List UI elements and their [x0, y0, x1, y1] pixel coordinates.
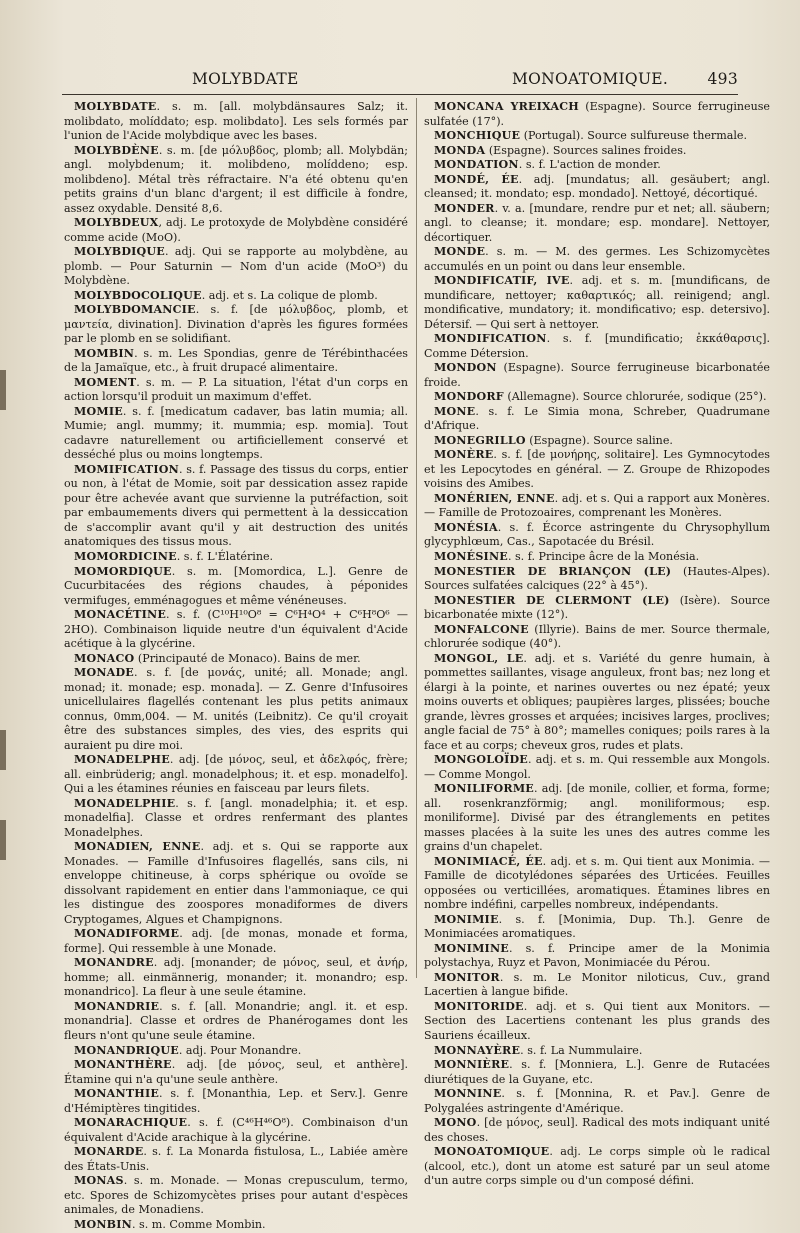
entry-headword: MONIMIE	[434, 912, 499, 926]
entry-headword: MONÉRIEN, ENNE	[434, 491, 555, 505]
entry-headword: MONILIFORME	[434, 782, 534, 796]
dictionary-entry	[64, 1116, 408, 1145]
entry-definition: . s. m. [de μόλυβδος, plomb; all. Molybdän; angl. molybdenum; it. molibdeno, molíddeno; esp. molibdeno]. Métal très réfractaire. N'a été obtenu qu'en petits grains d'un blanc d'argent; il est difficile à fondre, assez oxydable. Densité 8,6.	[64, 143, 408, 215]
dictionary-entry	[424, 158, 770, 173]
entry-definition: . [de μόνος, seul]. Radical des mots indiquant unité des choses.	[424, 1116, 770, 1144]
entry-definition: . s. m. Monade. — Monas crepusculum, termo, etc. Spores de Schizomycètes prises pour autant d'espèces animales, de Monadiens.	[64, 1174, 408, 1217]
dictionary-entry	[424, 971, 770, 1000]
entry-definition: . adj. et s. Variété du genre humain, à pommettes saillantes, visage anguleux, front bas; nez long et élargi à la pointe, et narines ouvertes ou nez épaté; yeux moins ouverts et obliques; paupières larges, plissées; bouche grande, lèvres grosses et arquées; incisives larges, proclives; angle facial de 75° à 80°; mamelles coniques; poils rares à la face et au corps; cheveux gros, rudes et plats.	[424, 651, 770, 752]
entry-headword: MOMIFICATION	[74, 462, 179, 476]
entry-headword: MONDATION	[434, 158, 519, 172]
entry-definition: . s. f. [medicatum cadaver, bas latin mumia; all. Mumie; angl. mummy; it. mummia; esp. momia]. Tout cadavre naturellement ou artificiellement conservé et desséché plus ou moins longtemps.	[64, 404, 408, 462]
entry-headword: MOLYBDOCOLIQUE	[74, 288, 202, 302]
entry-headword: MONGOLOÏDE	[434, 753, 528, 767]
entry-headword: MONNAYÈRE	[434, 1043, 521, 1057]
column-divider	[416, 98, 417, 978]
entry-headword: MONESTIER DE CLERMONT (LE)	[434, 593, 670, 607]
dictionary-entry	[64, 797, 408, 841]
dictionary-entry	[424, 274, 770, 332]
dictionary-entry	[424, 434, 770, 449]
entry-definition: (Isère). Source bicarbonatée mixte (12°).	[424, 593, 770, 622]
entry-headword: MONADIEN, ENNE	[74, 840, 201, 854]
dictionary-entry	[424, 1087, 770, 1116]
dictionary-entry	[64, 1174, 408, 1218]
entry-definition: . s. f. Le Simia mona, Schreber, Quadrumane d'Afrique.	[424, 404, 770, 433]
dictionary-entry	[64, 550, 408, 565]
entry-definition: . s. m. [all. molybdänsaures Salz; it. molibdato, molíddato; esp. molibdato]. Les sels formés par l'union de l'Acide molybdique avec les bases.	[64, 100, 408, 143]
entry-headword: MONOATOMIQUE	[434, 1145, 550, 1159]
entry-headword: MOLYBDATE	[74, 100, 157, 113]
entry-definition: . s. f. [Monnina, R. et Pav.]. Genre de Polygalées astringente d'Amérique.	[424, 1087, 770, 1115]
entry-definition: . s. f. La Nummulaire.	[520, 1043, 643, 1057]
entry-definition: . adj. [mundatus; all. gesäubert; angl. cleansed; it. mondato; esp. mondado]. Nettoyé, décortiqué.	[424, 172, 770, 201]
entry-definition: . s. f. (C¹⁰H¹⁰O⁸ = C⁶H⁴O⁴ + C⁶H⁸O⁶ — 2HO). Combinaison liquide neutre d'un équivalent d'Acide acétique à la glycérine.	[64, 608, 408, 651]
dictionary-entry	[424, 623, 770, 652]
entry-headword: MONGOL, LE	[434, 651, 524, 665]
dictionary-entry	[64, 666, 408, 753]
entry-headword: MONDON	[434, 361, 497, 375]
dictionary-entry	[424, 1058, 770, 1087]
entry-headword: MOMIE	[74, 404, 123, 418]
dictionary-entry	[424, 448, 770, 492]
entry-headword: MONNINE	[434, 1087, 502, 1101]
entry-headword: MONADIFORME	[74, 927, 180, 941]
entry-definition: . adj. et s. Qui se rapporte aux Monades. — Famille d'Infusoires flagellés, sans cils, ni enveloppe chitineuse, à corps sphérique ou ovoïde se dissolvant rapidement en entier dans l'ammoniaque, ce qui les distingue des zoospores monadiformes de divers Cryptogames, Algues et Champignons.	[64, 840, 409, 926]
entry-headword: MONBIN	[74, 1217, 132, 1231]
entry-definition: . s. f. [de μόλυβδος, plomb, et μαντεία, divination]. Divination d'après les figures formées par le plomb en se solidifiant.	[64, 303, 408, 346]
entry-definition: . s. m. — M. des germes. Les Schizomycètes accumulés en un point ou dans leur ensemble.	[424, 245, 770, 273]
entry-definition: . adj. et s. m. Qui ressemble aux Mongols. — Comme Mongol.	[424, 753, 770, 781]
dictionary-entry	[64, 1218, 408, 1233]
dictionary-entry	[424, 332, 770, 361]
dictionary-entry	[64, 100, 408, 144]
entry-headword: MONADELPHIE	[74, 796, 176, 810]
dictionary-entry	[424, 913, 770, 942]
entry-headword: MONDORF	[434, 390, 504, 404]
entry-headword: MONACO	[74, 651, 135, 665]
dictionary-entry	[424, 855, 770, 913]
entry-headword: MONADE	[74, 666, 134, 680]
entry-definition: . s. f. (C⁴⁶H⁴⁶O⁸). Combinaison d'un équivalent d'Acide arachique à la glycérine.	[64, 1116, 408, 1144]
entry-headword: MONDIFICATIF, IVE	[434, 274, 570, 288]
entry-headword: MONAS	[74, 1174, 124, 1188]
entry-headword: MONE	[434, 404, 476, 418]
left-column	[64, 100, 408, 1232]
dictionary-entry	[424, 1116, 770, 1145]
entry-headword: MONITOR	[434, 970, 500, 984]
entry-definition: . s. f. [de μονήρης, solitaire]. Les Gymnocytodes et les Lepocytodes en général. — Z. Groupe de Rhizopodes voisins des Amibes.	[424, 448, 770, 491]
entry-headword: MOMORDIQUE	[74, 564, 172, 578]
entry-headword: MONANDRE	[74, 956, 154, 970]
dictionary-entry	[64, 376, 408, 405]
dictionary-entry	[424, 361, 770, 390]
dictionary-entry	[424, 782, 770, 855]
dictionary-entry	[64, 753, 408, 797]
page-number: 493	[707, 70, 738, 88]
dictionary-entry	[424, 173, 770, 202]
entry-definition: . adj. et s. La colique de plomb.	[201, 288, 378, 302]
entry-definition: . s. f. [de μονάς, unité; all. Monade; angl. monad; it. monade; esp. monada]. — Z. Genre d'Infusoires unicellulaires flagellés contenant les plus petits animaux connus, 0mm,004. — M. unités (Leibnitz). Ce qu'il croyait être des substances simples, des vies, des esprits qui auraient pu dire moi.	[64, 666, 408, 752]
entry-definition: . s. f. [all. Monandrie; angl. it. et esp. monandria]. Classe et ordres de Phanérogames dont les fleurs n'ont qu'une seule étamine.	[64, 999, 408, 1042]
entry-definition: . adj. et s. Qui a rapport aux Monères. — Famille de Protozoaires, comprenant les Monères.	[424, 491, 770, 520]
entry-definition: . s. f. Écorce astringente du Chrysophyllum glycyphlœum, Cas., Sapotacée du Brésil.	[424, 520, 770, 549]
dictionary-entry	[424, 1145, 770, 1189]
entry-definition: (Portugal). Source sulfureuse thermale.	[520, 129, 747, 143]
entry-definition: . s. f. [mundificatio; ἐκκάθαρσις]. Comme Détersion.	[424, 332, 770, 360]
dictionary-entry	[64, 245, 408, 289]
entry-definition: . s. m. [Momordica, L.]. Genre de Cucurbitacées des régions chaudes, à péponides vermifuges, emménagogues et même vénéneuses.	[64, 564, 408, 607]
running-header	[62, 70, 738, 92]
entry-headword: MONADELPHE	[74, 753, 170, 767]
dictionary-entry	[64, 927, 408, 956]
entry-definition: (Espagne). Source saline.	[525, 433, 673, 447]
dictionary-entry	[424, 100, 770, 129]
dictionary-entry	[64, 289, 408, 304]
dictionary-entry	[424, 550, 770, 565]
entry-headword: MONESTIER DE BRIANÇON (LE)	[434, 564, 672, 578]
header-left-title: MOLYBDATE	[192, 70, 299, 88]
entry-definition: . adj. [monander; de μόνος, seul, et ἀνήρ, homme; all. einmännerig, monander; it. monandro; esp. monandrico]. La fleur à une seule étamine.	[64, 956, 408, 999]
entry-headword: MONDER	[434, 201, 495, 215]
entry-headword: MONACÉTINE	[74, 608, 167, 622]
entry-definition: (Espagne). Source ferrugineuse sulfatée (17°).	[424, 100, 770, 128]
entry-headword: MOLYBDIQUE	[74, 245, 165, 259]
dictionary-entry	[64, 1058, 408, 1087]
entry-definition: . adj. [de monile, collier, et forma, forme; all. rosenkranzförmig; angl. moniliformous; esp. moniliforme]. Divisé par des étranglements en petites masses placées à la suite les unes des autres comme les grains d'un chapelet.	[424, 782, 770, 854]
dictionary-entry	[424, 202, 770, 246]
entry-definition: . adj. Le corps simple où le radical (alcool, etc.), dont un atome est saturé par un seul atome d'un autre corps simple ou d'un composé défini.	[424, 1145, 770, 1188]
entry-headword: MONANDRIE	[74, 999, 160, 1013]
entry-definition: (Allemagne). Source chlorurée, sodique (25°).	[503, 390, 767, 404]
entry-headword: MONDÉ, ÉE	[434, 172, 519, 186]
dictionary-entry	[424, 753, 770, 782]
entry-headword: MONANTHIE	[74, 1087, 160, 1101]
entry-definition: (Hautes-Alpes). Sources sulfatées calciques (22° à 45°).	[424, 564, 770, 593]
dictionary-entry	[64, 1000, 408, 1044]
entry-definition: . s. f. [Monanthia, Lep. et Serv.]. Genre d'Hémiptères tingitides.	[64, 1087, 408, 1115]
dictionary-entry	[424, 405, 770, 434]
entry-definition: (Illyrie). Bains de mer. Source thermale, chlorurée sodique (40°).	[424, 622, 770, 651]
entry-headword: MOMBIN	[74, 346, 135, 360]
entry-headword: MONITORIDE	[434, 999, 524, 1013]
dictionary-entry	[424, 144, 770, 159]
right-column	[424, 100, 770, 1189]
entry-definition: . s. m. — P. La situation, l'état d'un corps en action lorsqu'il produit un maximum d'effet.	[64, 375, 408, 404]
header-right-title: MONOATOMIQUE.	[512, 70, 669, 88]
dictionary-entry	[424, 521, 770, 550]
dictionary-entry	[424, 594, 770, 623]
entry-definition: . v. a. [mundare, rendre pur et net; all. säubern; angl. to cleanse; it. mondare; esp. mondare]. Nettoyer, décortiquer.	[424, 201, 770, 244]
dictionary-entry	[424, 1044, 770, 1059]
entry-headword: MOLYBDÈNE	[74, 143, 159, 157]
entry-definition: . s. f. L'Élatérine.	[176, 549, 274, 563]
entry-headword: MONCANA YREIXACH	[434, 100, 579, 113]
entry-headword: MONIMINE	[434, 941, 509, 955]
dictionary-entry	[424, 942, 770, 971]
dictionary-entry	[64, 1087, 408, 1116]
dictionary-entry	[64, 608, 408, 652]
entry-definition: . adj. [de μόνος, seul, et anthère]. Étamine qui n'a qu'une seule anthère.	[64, 1058, 408, 1086]
entry-headword: MONDA	[434, 143, 486, 157]
entry-definition: . s. f. [Monimia, Dup. Th.]. Genre de Monimiacées aromatiques.	[424, 912, 770, 941]
entry-definition: . adj. [de monas, monade et forma, forme]. Qui ressemble à une Monade.	[64, 927, 408, 955]
entry-definition: . s. m. Les Spondias, genre de Térébinthacées de la Jamaïque, etc., à fruit drupacé alimentaire.	[64, 346, 408, 375]
entry-definition: . s. m. Comme Mombin.	[132, 1217, 266, 1231]
entry-headword: MONÉSINE	[434, 549, 508, 563]
entry-headword: MONCHIQUE	[434, 129, 521, 143]
page-edge-mark	[0, 370, 6, 410]
entry-definition: . s. f. L'action de monder.	[518, 158, 661, 172]
entry-headword: MONO	[434, 1116, 477, 1130]
dictionary-entry	[64, 840, 408, 927]
entry-definition: (Principauté de Monaco). Bains de mer.	[134, 651, 361, 665]
entry-definition: . s. f. La Monarda fistulosa, L., Labiée amère des États-Unis.	[64, 1145, 408, 1173]
entry-definition: . s. m. Le Monitor niloticus, Cuv., grand Lacertien à langue bifide.	[424, 970, 770, 999]
dictionary-entry	[64, 956, 408, 1000]
dictionary-entry	[424, 652, 770, 754]
dictionary-entry	[424, 492, 770, 521]
dictionary-entry	[64, 652, 408, 667]
entry-definition: (Espagne). Sources salines froides.	[485, 143, 687, 157]
dictionary-entry	[64, 565, 408, 609]
dictionary-entry	[424, 1000, 770, 1044]
entry-headword: MONARDE	[74, 1145, 144, 1159]
entry-headword: MONDE	[434, 245, 486, 259]
dictionary-entry	[64, 303, 408, 347]
entry-headword: MOLYBDEUX	[74, 216, 159, 230]
entry-headword: MONÉSIA	[434, 520, 498, 534]
entry-headword: MONNIÈRE	[434, 1058, 510, 1072]
entry-headword: MONANDRIQUE	[74, 1043, 179, 1057]
dictionary-entry	[424, 565, 770, 594]
dictionary-entry	[64, 216, 408, 245]
dictionary-entry	[64, 405, 408, 463]
entry-definition: . s. f. [angl. monadelphia; it. et esp. monadelfia]. Classe et ordres renfermant des plantes Monadelphes.	[64, 796, 408, 839]
entry-headword: MONEGRILLO	[434, 433, 526, 447]
entry-definition: . adj. et s. Qui tient aux Monitors. — Section des Lacertiens contenant les plus grands des Sauriens écailleux.	[424, 999, 770, 1042]
entry-headword: MOLYBDOMANCIE	[74, 303, 196, 317]
dictionary-entry	[424, 245, 770, 274]
dictionary-entry	[64, 463, 408, 550]
dictionary-entry	[64, 1145, 408, 1174]
page-edge-mark	[0, 820, 6, 860]
entry-definition: . adj. et s. m. Qui tient aux Monimia. — Famille de dicotylédones séparées des Urticées. Feuilles opposées ou verticillées, aromatiques. Étamines libres en nombre indéfini, carpelles nombreux, indépendants.	[424, 854, 771, 912]
entry-headword: MOMENT	[74, 375, 137, 389]
entry-definition: . s. f. [Monniera, L.]. Genre de Rutacées diurétiques de la Guyane, etc.	[424, 1058, 770, 1086]
entry-definition: . s. f. Principe amer de la Monimia polystachya, Ruyz et Pavon, Monimiacée du Pérou.	[424, 941, 770, 970]
entry-headword: MONANTHÈRE	[74, 1058, 172, 1072]
dictionary-entry	[64, 347, 408, 376]
dictionary-entry	[424, 129, 770, 144]
entry-headword: MONFALCONE	[434, 622, 529, 636]
entry-definition: . adj. Qui se rapporte au molybdène, au plomb. — Pour Saturnin — Nom d'un acide (MoO³) du Molybdène.	[64, 245, 408, 288]
entry-definition: (Espagne). Source ferrugineuse bicarbonatée froide.	[424, 361, 770, 389]
dictionary-entry	[64, 1044, 408, 1059]
entry-definition: . adj. [de μόνος, seul, et ἀδελφός, frère; all. einbrüderig; angl. monadelphous; it. et esp. monadelfo]. Qui a les étamines réunies en faisceau par leurs filets.	[64, 753, 408, 796]
entry-definition: . s. f. Principe âcre de la Monésia.	[507, 549, 700, 563]
entry-headword: MOMORDICINE	[74, 549, 177, 563]
entry-definition: , adj. Le protoxyde de Molybdène considéré comme acide (MoO).	[64, 216, 408, 244]
entry-headword: MONIMIACÉ, ÉE	[434, 854, 543, 868]
entry-headword: MONDIFICATION	[434, 332, 547, 346]
entry-definition: . adj. Pour Monandre.	[178, 1043, 302, 1057]
entry-definition: . s. f. Passage des tissus du corps, entier ou non, à l'état de Momie, soit par dessication assez rapide pour être achevée avant que survienne la putréfaction, soit par embaumements divers qui permettent à la dessiccation de s'accomplir avant qu'il y ait destruction des unités anatomiques des tissus mous.	[64, 462, 408, 549]
entry-definition: . adj. et s. m. [mundificans, de mundificare, nettoyer; καθαρτικός; all. reinigend; angl. mondificative, mundatory; it. mondificativo; esp. detersivo]. Détersif. — Qui sert à nettoyer.	[424, 274, 771, 331]
header-rule	[62, 94, 738, 95]
entry-headword: MONARACHIQUE	[74, 1116, 188, 1130]
page-edge-mark	[0, 730, 6, 770]
entry-headword: MONÈRE	[434, 448, 494, 462]
dictionary-entry	[424, 390, 770, 405]
dictionary-entry	[64, 144, 408, 217]
